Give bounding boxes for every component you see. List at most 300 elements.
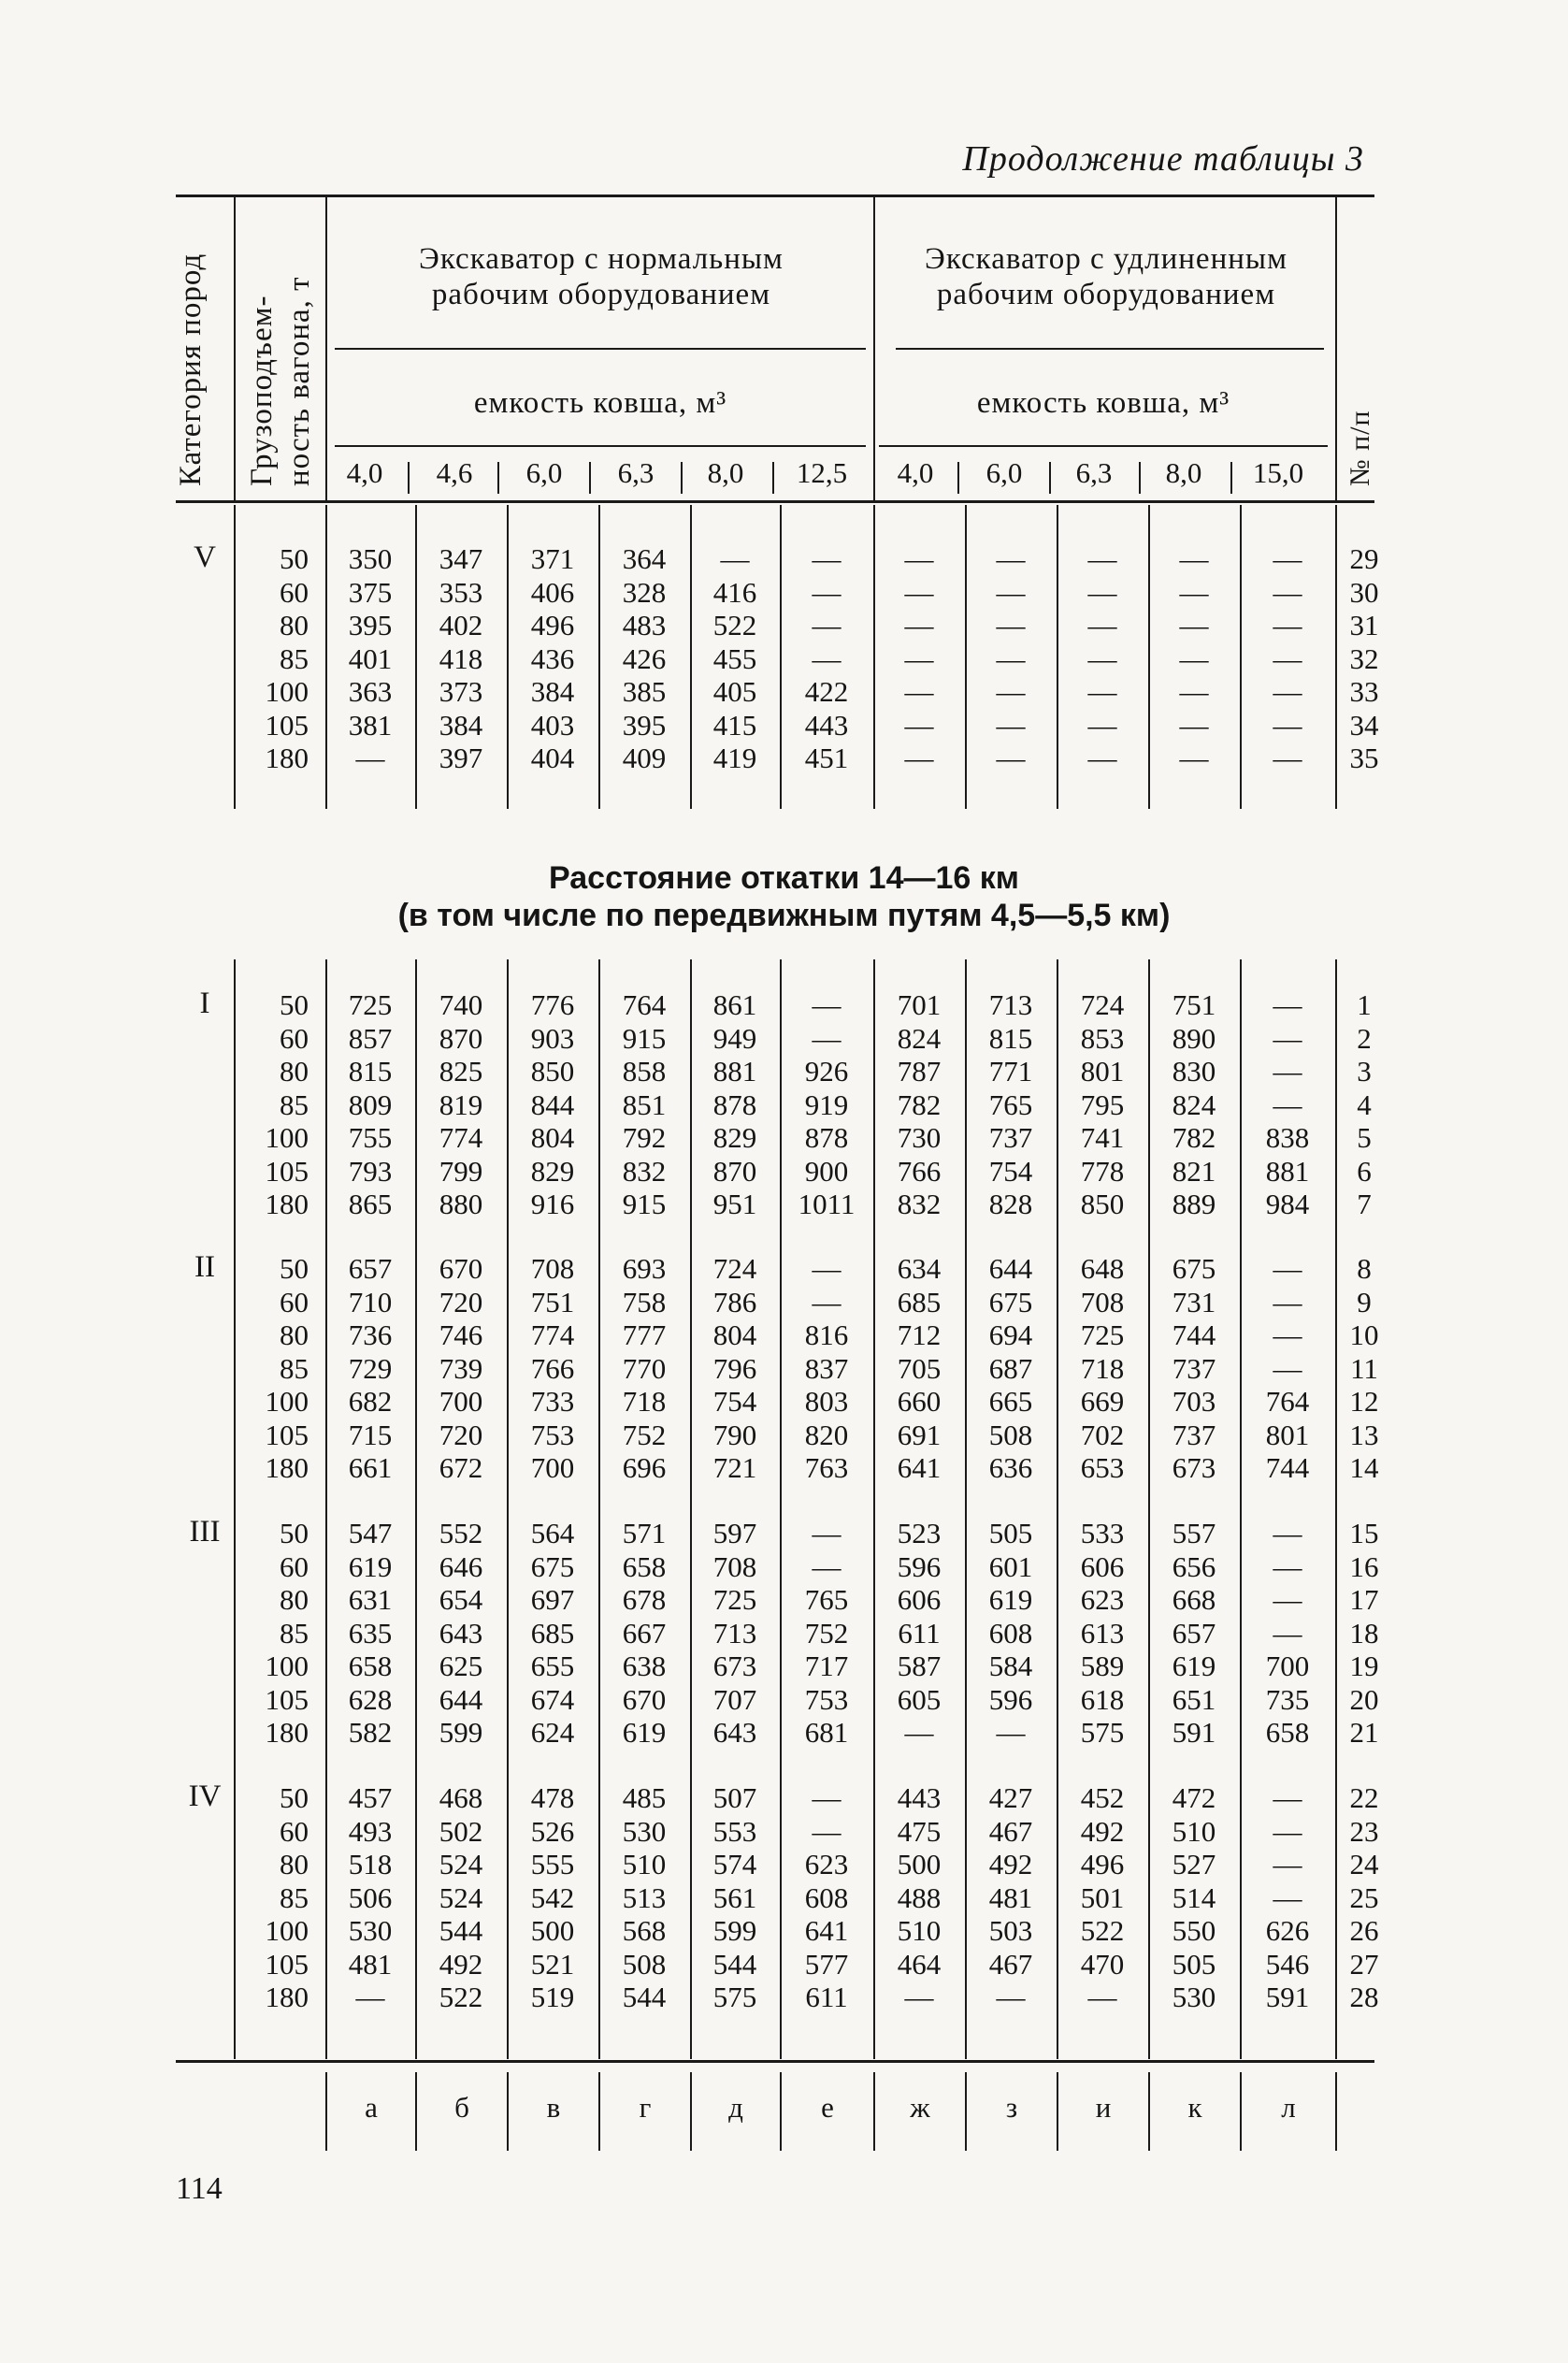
table-cell: 685: [530, 1616, 575, 1650]
table-cell: 500: [897, 1848, 942, 1880]
table-cell: 903: [530, 1021, 575, 1055]
table-cell: 524: [439, 1848, 483, 1880]
table-cell: —: [1087, 1981, 1117, 2013]
table-cell: —: [1273, 675, 1302, 708]
table-cell: 478: [530, 1781, 575, 1814]
table-cell: 648: [1080, 1252, 1125, 1285]
table-cell: 708: [712, 1549, 757, 1583]
table-cell: 510: [622, 1848, 667, 1880]
table-cell: 816: [804, 1318, 849, 1351]
table-cell: 384: [530, 675, 575, 708]
table-cell: 575: [1080, 1716, 1125, 1749]
table-cell: 608: [988, 1616, 1033, 1650]
table-cell: 693: [622, 1252, 667, 1285]
table-cell: 575: [712, 1981, 757, 2013]
table-cell: 544: [622, 1981, 667, 2013]
table-cell: 481: [348, 1947, 393, 1981]
table-cell: 681: [804, 1716, 849, 1749]
row-number: 2: [1357, 1021, 1372, 1055]
header-bottom-rule: [176, 500, 1374, 503]
table-cell: 542: [530, 1880, 575, 1914]
table-cell: 694: [988, 1318, 1033, 1351]
header-divider-capacity: [325, 196, 327, 501]
table-cell: —: [996, 742, 1026, 774]
table-cell: 644: [439, 1682, 483, 1716]
table-cell: 488: [897, 1880, 942, 1914]
table-cell: 725: [348, 988, 393, 1021]
table-cell: —: [1179, 708, 1209, 742]
table-cell: 708: [530, 1252, 575, 1285]
table-cell: 696: [622, 1451, 667, 1484]
table-cell: 403: [530, 708, 575, 742]
table-cell: 641: [804, 1914, 849, 1947]
table-cell: 832: [897, 1188, 942, 1220]
table-cell: 619: [988, 1583, 1033, 1616]
row-number: 20: [1349, 1682, 1379, 1716]
table-cell: 641: [897, 1451, 942, 1484]
category-label: V: [194, 540, 216, 574]
table-cell: 678: [622, 1583, 667, 1616]
column-letter-b: б: [454, 2091, 469, 2124]
table-cell: 397: [439, 742, 483, 774]
table-cell: 837: [804, 1351, 849, 1385]
capacity-value: 60: [280, 1814, 309, 1848]
table-cell: 533: [1080, 1517, 1125, 1549]
table-cell: —: [1179, 609, 1209, 641]
row-number: 16: [1349, 1549, 1379, 1583]
table-cell: 744: [1265, 1451, 1310, 1484]
table-cell: —: [1179, 742, 1209, 774]
table-cell: 530: [1172, 1981, 1216, 2013]
table-cell: 858: [622, 1055, 667, 1088]
table-cell: —: [1273, 1318, 1302, 1351]
table-cell: 737: [988, 1121, 1033, 1154]
row-number: 18: [1349, 1616, 1379, 1650]
table-cell: 546: [1265, 1947, 1310, 1981]
table-cell: 733: [530, 1385, 575, 1418]
capacity-col-i: 6,3: [1075, 456, 1113, 489]
table-cell: 702: [1080, 1418, 1125, 1451]
table-cell: 628: [348, 1682, 393, 1716]
table-cell: 606: [897, 1583, 942, 1616]
table-cell: 589: [1080, 1650, 1125, 1682]
table-cell: —: [1273, 1616, 1302, 1650]
row-number: 30: [1349, 575, 1379, 609]
column-letter-zh: ж: [910, 2091, 930, 2124]
row-number: 32: [1349, 641, 1379, 675]
table-cell: —: [996, 708, 1026, 742]
category-header: Категория пород: [174, 252, 208, 486]
table-cell: 582: [348, 1716, 393, 1749]
header-divider-category: [234, 196, 236, 501]
table-cell: 720: [439, 1285, 483, 1318]
capacity-value: 60: [280, 1549, 309, 1583]
table-cell: 741: [1080, 1121, 1125, 1154]
table-cell: 643: [439, 1616, 483, 1650]
capacity-col-h: 6,0: [985, 456, 1023, 489]
table-cell: 599: [712, 1914, 757, 1947]
table-cell: 715: [348, 1418, 393, 1451]
column-letter-g: г: [639, 2091, 652, 2124]
table-cell: 737: [1172, 1418, 1216, 1451]
table-cell: 900: [804, 1154, 849, 1188]
column-letter-v: в: [546, 2091, 561, 2124]
table-cell: 557: [1172, 1517, 1216, 1549]
table-cell: 878: [712, 1088, 757, 1121]
capacity-value: 105: [265, 1418, 309, 1451]
table-cell: 1011: [798, 1188, 856, 1220]
table-cell: 347: [439, 542, 483, 575]
table-cell: —: [1273, 1880, 1302, 1914]
category-label: I: [199, 987, 210, 1020]
table-cell: 496: [530, 609, 575, 641]
table-cell: 591: [1172, 1716, 1216, 1749]
extended-equipment-header: Экскаватор с удлиненным рабочим оборудованием: [925, 242, 1287, 311]
table-cell: 375: [348, 575, 393, 609]
table-cell: —: [812, 988, 842, 1021]
table-cell: 881: [712, 1055, 757, 1088]
row-number: 6: [1357, 1154, 1372, 1188]
column-letter-a: а: [365, 2091, 378, 2124]
table-cell: —: [1273, 1517, 1302, 1549]
table-cell: 507: [712, 1781, 757, 1814]
table-cell: 530: [348, 1914, 393, 1947]
table-cell: 381: [348, 708, 393, 742]
table-cell: —: [996, 675, 1026, 708]
table-cell: —: [812, 575, 842, 609]
row-number: 7: [1357, 1188, 1372, 1220]
table-cell: 731: [1172, 1285, 1216, 1318]
header-divider-rowno: [1335, 196, 1337, 501]
table-cell: 919: [804, 1088, 849, 1121]
table-cell: 675: [988, 1285, 1033, 1318]
category-label: II: [194, 1250, 215, 1284]
table-cell: 782: [897, 1088, 942, 1121]
capacity-value: 85: [280, 1616, 309, 1650]
table-cell: 527: [1172, 1848, 1216, 1880]
table-cell: 654: [439, 1583, 483, 1616]
table-cell: 402: [439, 609, 483, 641]
table-cell: 395: [622, 708, 667, 742]
table-cell: 443: [804, 708, 849, 742]
table-cell: 815: [348, 1055, 393, 1088]
table-cell: 753: [804, 1682, 849, 1716]
table-cell: 496: [1080, 1848, 1125, 1880]
table-cell: 503: [988, 1914, 1033, 1947]
table-cell: 552: [439, 1517, 483, 1549]
table-cell: 415: [712, 708, 757, 742]
table-cell: 674: [530, 1682, 575, 1716]
row-number: 21: [1349, 1716, 1379, 1749]
table-cell: —: [812, 1781, 842, 1814]
row-number: 5: [1357, 1121, 1372, 1154]
capacity-value: 50: [280, 1781, 309, 1814]
table-cell: 758: [622, 1285, 667, 1318]
table-cell: 608: [804, 1880, 849, 1914]
table-cell: 735: [1265, 1682, 1310, 1716]
table-cell: —: [812, 1814, 842, 1848]
table-cell: 782: [1172, 1121, 1216, 1154]
table-cell: 646: [439, 1549, 483, 1583]
table-cell: 746: [439, 1318, 483, 1351]
table-cell: 597: [712, 1517, 757, 1549]
table-cell: 796: [712, 1351, 757, 1385]
table-cell: 655: [530, 1650, 575, 1682]
table-cell: 889: [1172, 1188, 1216, 1220]
table-cell: 755: [348, 1121, 393, 1154]
table-cell: —: [1087, 675, 1117, 708]
table-cell: 464: [897, 1947, 942, 1981]
table-cell: 606: [1080, 1549, 1125, 1583]
capacity-value: 80: [280, 1318, 309, 1351]
table-cell: 725: [712, 1583, 757, 1616]
table-cell: 776: [530, 988, 575, 1021]
table-cell: —: [1087, 708, 1117, 742]
capacity-value: 180: [265, 1981, 309, 2013]
table-cell: 673: [712, 1650, 757, 1682]
table-cell: 857: [348, 1021, 393, 1055]
table-cell: 385: [622, 675, 667, 708]
category-label: III: [189, 1515, 221, 1549]
table-cell: 881: [1265, 1154, 1310, 1188]
table-cell: 751: [530, 1285, 575, 1318]
capacity-value: 80: [280, 1848, 309, 1880]
table-cell: —: [1273, 641, 1302, 675]
table-cell: 371: [530, 542, 575, 575]
table-cell: 611: [805, 1981, 848, 2013]
table-cell: 468: [439, 1781, 483, 1814]
table-cell: 861: [712, 988, 757, 1021]
table-cell: 915: [622, 1188, 667, 1220]
table-cell: 825: [439, 1055, 483, 1088]
row-number: 28: [1349, 1981, 1379, 2013]
table-cell: 651: [1172, 1682, 1216, 1716]
table-cell: —: [1273, 1021, 1302, 1055]
table-cell: 729: [348, 1351, 393, 1385]
table-cell: 510: [1172, 1814, 1216, 1848]
table-cell: 568: [622, 1914, 667, 1947]
table-cell: 672: [439, 1451, 483, 1484]
table-cell: 363: [348, 675, 393, 708]
table-cell: 736: [348, 1318, 393, 1351]
capacity-value: 100: [265, 1121, 309, 1154]
table-cell: 815: [988, 1021, 1033, 1055]
table-cell: 508: [988, 1418, 1033, 1451]
table-cell: 870: [712, 1154, 757, 1188]
extended-group-underline: [896, 348, 1324, 350]
cap-sep: [408, 462, 410, 494]
capacity-value: 105: [265, 708, 309, 742]
capacity-value: 60: [280, 1021, 309, 1055]
table-cell: 470: [1080, 1947, 1125, 1981]
table-cell: 669: [1080, 1385, 1125, 1418]
table-cell: 819: [439, 1088, 483, 1121]
capacity-col-f: 12,5: [796, 456, 848, 489]
capacity-value: 100: [265, 1385, 309, 1418]
table-cell: 518: [348, 1848, 393, 1880]
table-cell: 661: [348, 1451, 393, 1484]
cap-sep: [681, 462, 683, 494]
table-cell: —: [996, 641, 1026, 675]
table-cell: —: [904, 708, 934, 742]
table-cell: 472: [1172, 1781, 1216, 1814]
table-cell: 870: [439, 1021, 483, 1055]
table-cell: 455: [712, 641, 757, 675]
row-number: 10: [1349, 1318, 1379, 1351]
table-cell: 724: [712, 1252, 757, 1285]
table-cell: 505: [1172, 1947, 1216, 1981]
table-cell: 451: [804, 742, 849, 774]
table-cell: 713: [988, 988, 1033, 1021]
capacity-col-a: 4,0: [346, 456, 383, 489]
table-cell: 774: [439, 1121, 483, 1154]
table-cell: 373: [439, 675, 483, 708]
table-cell: 675: [530, 1549, 575, 1583]
table-cell: 436: [530, 641, 575, 675]
cap-sep: [1230, 462, 1232, 494]
table-cell: 530: [622, 1814, 667, 1848]
table-cell: 685: [897, 1285, 942, 1318]
table-cell: 801: [1080, 1055, 1125, 1088]
table-cell: 675: [1172, 1252, 1216, 1285]
table-cell: 611: [898, 1616, 941, 1650]
capacity-col-k: 8,0: [1165, 456, 1202, 489]
capacity-value: 100: [265, 675, 309, 708]
header-top-rule: [176, 195, 1374, 197]
capacity-value: 50: [280, 542, 309, 575]
table-cell: 752: [804, 1616, 849, 1650]
row-number: 3: [1357, 1055, 1372, 1088]
body-top-line-12: [1335, 505, 1337, 809]
table-cell: —: [812, 1021, 842, 1055]
table-cell: —: [996, 542, 1026, 575]
capacity-col-e: 8,0: [707, 456, 744, 489]
table-cell: —: [1179, 542, 1209, 575]
table-cell: —: [355, 1981, 385, 2013]
table-cell: 707: [712, 1682, 757, 1716]
capacity-header-line2: ность вагона, т: [282, 276, 316, 486]
table-cell: 561: [712, 1880, 757, 1914]
table-cell: —: [904, 1716, 934, 1749]
body-bottom-line-12: [1335, 959, 1337, 2059]
table-cell: 505: [988, 1517, 1033, 1549]
column-letter-e: е: [821, 2091, 834, 2124]
table-cell: 770: [622, 1351, 667, 1385]
table-cell: 949: [712, 1021, 757, 1055]
table-cell: 865: [348, 1188, 393, 1220]
row-number: 22: [1349, 1781, 1379, 1814]
capacity-value: 105: [265, 1947, 309, 1981]
table-cell: 401: [348, 641, 393, 675]
table-cell: 703: [1172, 1385, 1216, 1418]
table-cell: —: [1273, 988, 1302, 1021]
table-cell: 916: [530, 1188, 575, 1220]
table-cell: —: [1087, 542, 1117, 575]
capacity-value: 85: [280, 641, 309, 675]
table-cell: 804: [530, 1121, 575, 1154]
table-cell: —: [1273, 1088, 1302, 1121]
section-title-line1: Расстояние откатки 14—16 км: [549, 860, 1019, 896]
table-cell: 691: [897, 1418, 942, 1451]
table-cell: 555: [530, 1848, 575, 1880]
table-cell: —: [1273, 1055, 1302, 1088]
table-cell: —: [812, 542, 842, 575]
column-letter-d: д: [728, 2091, 743, 2124]
table-cell: —: [1273, 742, 1302, 774]
table-cell: 653: [1080, 1451, 1125, 1484]
row-number: 23: [1349, 1814, 1379, 1848]
table-cell: 405: [712, 675, 757, 708]
table-cell: —: [996, 575, 1026, 609]
table-cell: —: [996, 1716, 1026, 1749]
table-cell: 506: [348, 1880, 393, 1914]
header-divider-groups: [873, 196, 875, 501]
table-cell: 522: [1080, 1914, 1125, 1947]
table-cell: 513: [622, 1880, 667, 1914]
table-cell: 564: [530, 1517, 575, 1549]
table-cell: 656: [1172, 1549, 1216, 1583]
table-cell: 660: [897, 1385, 942, 1418]
table-cell: 523: [897, 1517, 942, 1549]
table-cell: 880: [439, 1188, 483, 1220]
table-cell: —: [1273, 609, 1302, 641]
row-number: 31: [1349, 609, 1379, 641]
table-cell: —: [996, 1981, 1026, 2013]
capacity-value: 60: [280, 1285, 309, 1318]
table-cell: —: [1273, 1252, 1302, 1285]
table-cell: 631: [348, 1583, 393, 1616]
table-cell: 626: [1265, 1914, 1310, 1947]
table-cell: 850: [1080, 1188, 1125, 1220]
table-cell: 951: [712, 1188, 757, 1220]
table-cell: 426: [622, 641, 667, 675]
table-cell: 596: [988, 1682, 1033, 1716]
table-cell: 821: [1172, 1154, 1216, 1188]
table-cell: 571: [622, 1517, 667, 1549]
row-number: 35: [1349, 742, 1379, 774]
row-number: 33: [1349, 675, 1379, 708]
table-cell: 467: [988, 1947, 1033, 1981]
table-cell: 618: [1080, 1682, 1125, 1716]
table-cell: 544: [712, 1947, 757, 1981]
table-cell: 353: [439, 575, 483, 609]
row-number: 14: [1349, 1451, 1379, 1484]
table-cell: —: [1179, 641, 1209, 675]
column-letter-z: з: [1005, 2091, 1018, 2124]
table-cell: 670: [622, 1682, 667, 1716]
table-cell: —: [812, 1517, 842, 1549]
table-cell: 492: [988, 1848, 1033, 1880]
table-cell: 596: [897, 1549, 942, 1583]
table-cell: 501: [1080, 1880, 1125, 1914]
table-cell: 395: [348, 609, 393, 641]
table-cell: 670: [439, 1252, 483, 1285]
table-cell: 765: [804, 1583, 849, 1616]
table-bottom-rule: [176, 2060, 1374, 2063]
table-cell: 740: [439, 988, 483, 1021]
row-number: 12: [1349, 1385, 1379, 1418]
table-cell: 350: [348, 542, 393, 575]
table-cell: 718: [622, 1385, 667, 1418]
table-cell: 619: [622, 1716, 667, 1749]
table-cell: 475: [897, 1814, 942, 1848]
table-cell: 778: [1080, 1154, 1125, 1188]
table-cell: 443: [897, 1781, 942, 1814]
table-cell: 483: [622, 609, 667, 641]
table-cell: 328: [622, 575, 667, 609]
row-number: 27: [1349, 1947, 1379, 1981]
table-cell: 739: [439, 1351, 483, 1385]
